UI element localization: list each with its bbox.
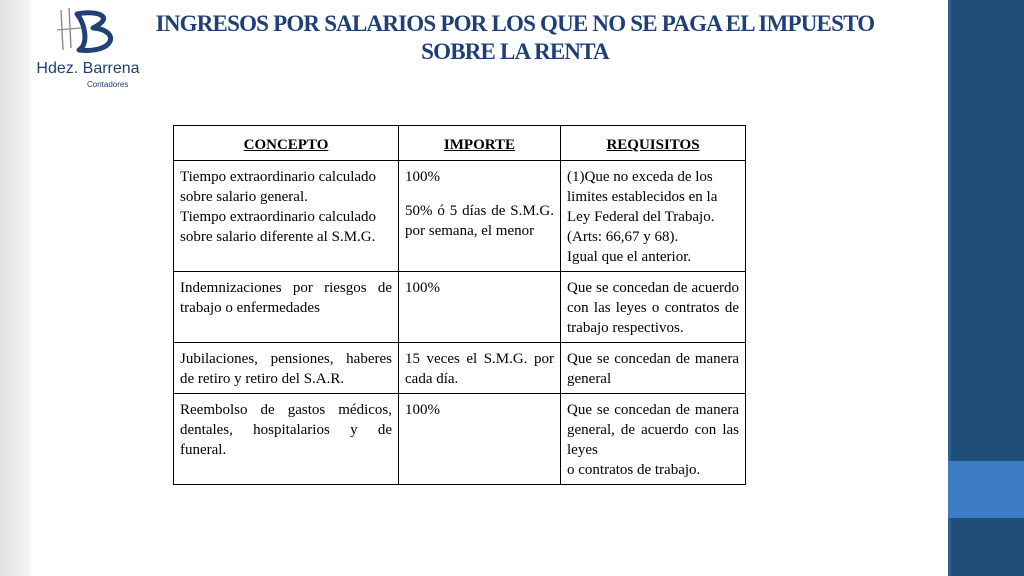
- cell-text: Reembolso de gastos médicos, dentales, hospitalarios y de funeral.: [180, 402, 392, 458]
- cell-text: Indemnizaciones por riesgos de trabajo o enfermedades: [180, 280, 392, 316]
- cell-text: 50% ó 5 días de S.M.G. por semana, el menor: [405, 203, 554, 239]
- cell-text: Igual que el anterior.: [567, 249, 692, 265]
- logo-subtitle: Contadores: [87, 80, 129, 89]
- cell-text: Que se concedan de acuerdo con las leyes o contratos de trabajo respectivos.: [567, 280, 739, 336]
- cell-text: 15 veces el S.M.G. por cada día.: [405, 351, 554, 387]
- logo-name: Hdez. Barrena: [36, 60, 140, 77]
- header-concepto: CONCEPTO: [174, 126, 399, 161]
- salary-income-table: [173, 125, 746, 485]
- left-decorative-band: [0, 0, 30, 576]
- cell-text: Que se concedan de manera general: [567, 351, 739, 387]
- right-decorative-bar: [948, 0, 1024, 576]
- table-header-row: [174, 126, 746, 161]
- cell-requisitos: [561, 272, 746, 343]
- cell-text: o contratos de trabajo.: [567, 462, 701, 478]
- cell-requisitos: [561, 161, 746, 272]
- table-row: [174, 161, 746, 272]
- cell-importe: [399, 394, 561, 485]
- cell-text: Jubilaciones, pensiones, haberes de retiro y retiro del S.A.R.: [180, 351, 392, 387]
- cell-text: 100%: [405, 169, 440, 185]
- table-row: [174, 343, 746, 394]
- cell-importe: [399, 161, 561, 272]
- cell-text: Tiempo extraordinario calculado sobre salario general.: [180, 169, 377, 205]
- cell-text: 100%: [405, 280, 440, 296]
- cell-text: Que se concedan de manera general, de acuerdo con las leyes: [567, 402, 739, 458]
- cell-concepto: [174, 272, 399, 343]
- cell-concepto: [174, 394, 399, 485]
- cell-importe: [399, 272, 561, 343]
- cell-importe: [399, 343, 561, 394]
- header-importe: IMPORTE: [399, 126, 561, 161]
- cell-text: (1)Que no exceda de los limites establecidos en la Ley Federal del Trabajo. (Arts: 66,67 y 68).: [567, 169, 718, 245]
- header-requisitos: REQUISITOS: [561, 126, 746, 161]
- table-row: [174, 394, 746, 485]
- right-bar-accent: [948, 461, 1024, 518]
- cell-text: Tiempo extraordinario calculado sobre salario diferente al S.M.G.: [180, 209, 377, 245]
- table-row: [174, 272, 746, 343]
- company-logo: [33, 4, 143, 90]
- slide-title: INGRESOS POR SALARIOS POR LOS QUE NO SE PAGA EL IMPUESTO SOBRE LA RENTA: [155, 11, 875, 64]
- logo-monogram-icon: [33, 4, 143, 64]
- cell-requisitos: [561, 394, 746, 485]
- cell-concepto: [174, 343, 399, 394]
- cell-requisitos: [561, 343, 746, 394]
- cell-text: 100%: [405, 402, 440, 418]
- cell-concepto: [174, 161, 399, 272]
